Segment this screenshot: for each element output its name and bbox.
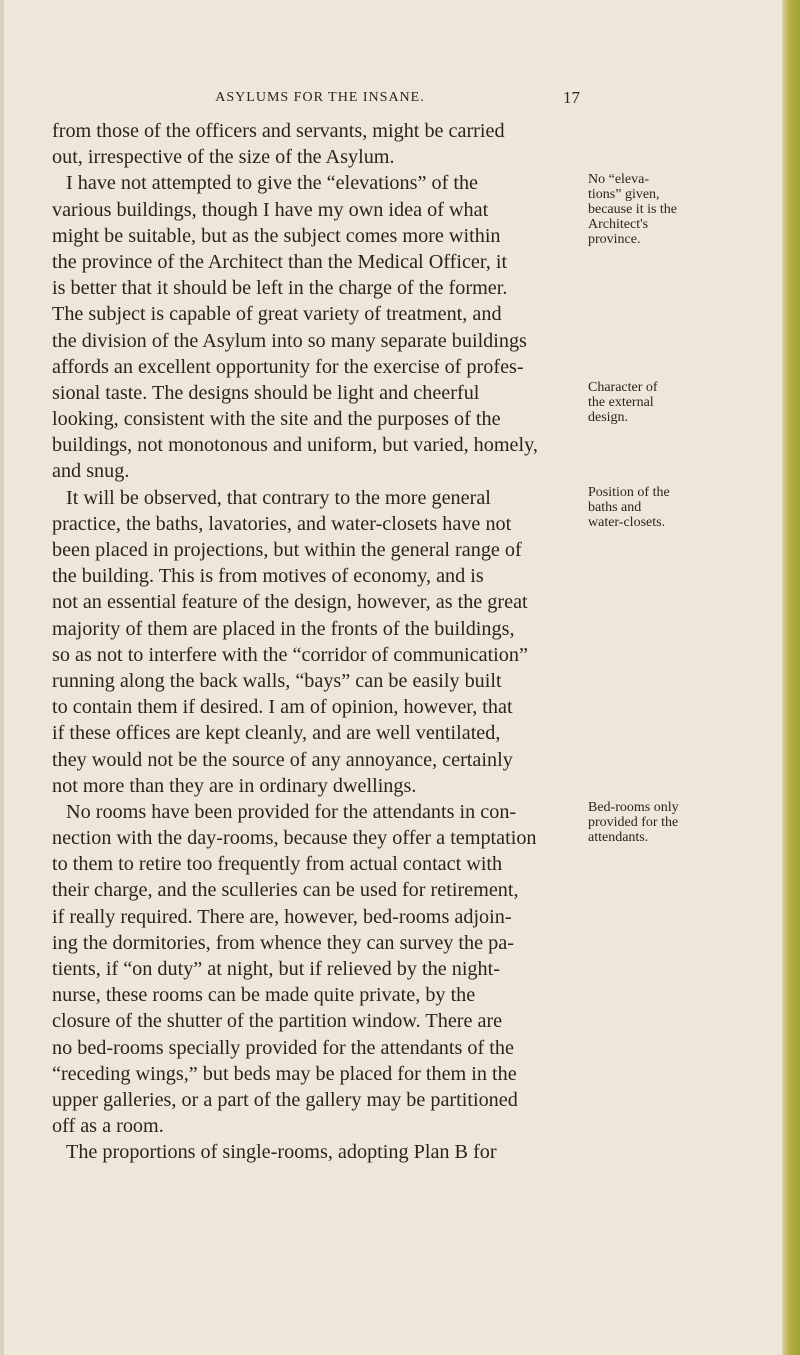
text-line: I have not attempted to give the “elevations” of the (66, 172, 479, 195)
text-line: practice, the baths, lavatories, and water-closets have not (52, 512, 512, 535)
page-left-edge (0, 0, 4, 1355)
text-line: not an essential feature of the design, however, as the great (52, 591, 528, 614)
sidenote-line: No “eleva- (588, 172, 650, 187)
sidenote-line: Architect's (588, 217, 649, 232)
text-line: “receding wings,” but beds may be placed for them in the (52, 1062, 517, 1085)
sidenote-line: attendants. (588, 830, 649, 845)
sidenote-line: because it is the (588, 202, 678, 217)
running-head: ASYLUMS FOR THE INSANE. (215, 90, 425, 105)
text-line: It will be observed, that contrary to the more general (66, 486, 491, 509)
text-line: The proportions of single-rooms, adopting Plan B for (66, 1141, 497, 1164)
text-line: so as not to interfere with the “corridor of communication” (52, 643, 528, 666)
text-line: The subject is capable of great variety of treatment, and (52, 303, 502, 326)
text-line: no bed-rooms specially provided for the attendants of the (52, 1036, 514, 1059)
text-line: off as a room. (52, 1115, 164, 1138)
text-line: the division of the Asylum into so many separate buildings (52, 329, 527, 352)
sidenote-external-design (588, 380, 768, 425)
text-line: from those of the officers and servants, might be carried (52, 120, 505, 142)
text-line: sional taste. The designs should be light and cheerful (52, 381, 480, 404)
page-right-edge (782, 0, 800, 1355)
page-number: 17 (563, 88, 580, 107)
text-line: majority of them are placed in the fronts of the buildings, (52, 617, 515, 640)
text-line: various buildings, though I have my own idea of what (52, 198, 489, 221)
page-header (60, 88, 580, 112)
sidenote-line: provided for the (588, 815, 679, 830)
sidenote-water-closets (588, 485, 768, 530)
text-line: nurse, these rooms can be made quite private, by the (52, 984, 476, 1007)
sidenote-line: baths and (588, 500, 642, 515)
text-line: might be suitable, but as the subject comes more within (52, 224, 501, 247)
text-line: been placed in projections, but within the general range of (52, 539, 522, 561)
text-line: if really required. There are, however, bed-rooms adjoin- (52, 905, 512, 928)
text-line: buildings, not monotonous and uniform, but varied, homely, (52, 434, 538, 457)
sidenote-elevations (588, 172, 768, 247)
text-line: to them to retire too frequently from actual contact with (52, 853, 503, 876)
text-line: running along the back walls, “bays” can be easily built (52, 669, 502, 692)
text-line: and snug. (52, 460, 130, 483)
body-text (52, 118, 582, 1166)
text-line: nection with the day-rooms, because they offer a temptation (52, 827, 537, 850)
text-line: out, irrespective of the size of the Asylum. (52, 146, 395, 169)
sidenote-line: Position of the (588, 485, 670, 500)
text-line: upper galleries, or a part of the gallery may be partitioned (52, 1088, 518, 1111)
text-line: is better that it should be left in the charge of the former. (52, 277, 508, 300)
text-line: looking, consistent with the site and the purposes of the (52, 408, 501, 431)
sidenote-line: province. (588, 232, 641, 247)
sidenote-line: Bed-rooms only (588, 800, 679, 815)
text-line: ing the dormitories, from whence they can survey the pa- (52, 931, 514, 954)
text-line: tients, if “on duty” at night, but if relieved by the night- (52, 958, 500, 980)
text-line: No rooms have been provided for the attendants in con- (66, 800, 517, 823)
text-line: if these offices are kept cleanly, and are well ventilated, (52, 722, 501, 745)
text-line: the building. This is from motives of economy, and is (52, 565, 484, 588)
sidenote-line: Character of (588, 380, 658, 395)
sidenote-line: water-closets. (588, 515, 666, 530)
sidenote-line: the external (588, 395, 654, 410)
text-line: closure of the shutter of the partition window. There are (52, 1010, 503, 1033)
text-line: affords an excellent opportunity for the exercise of profes- (52, 355, 524, 378)
text-line: their charge, and the sculleries can be used for retirement, (52, 879, 519, 902)
text-line: not more than they are in ordinary dwellings. (52, 774, 417, 797)
text-line: to contain them if desired. I am of opinion, however, that (52, 696, 513, 719)
sidenote-line: design. (588, 410, 629, 425)
sidenote-line: tions” given, (588, 187, 660, 202)
sidenote-bed-rooms (588, 800, 768, 845)
text-line: they would not be the source of any annoyance, certainly (52, 748, 513, 771)
text-line: the province of the Architect than the Medical Officer, it (52, 250, 508, 273)
